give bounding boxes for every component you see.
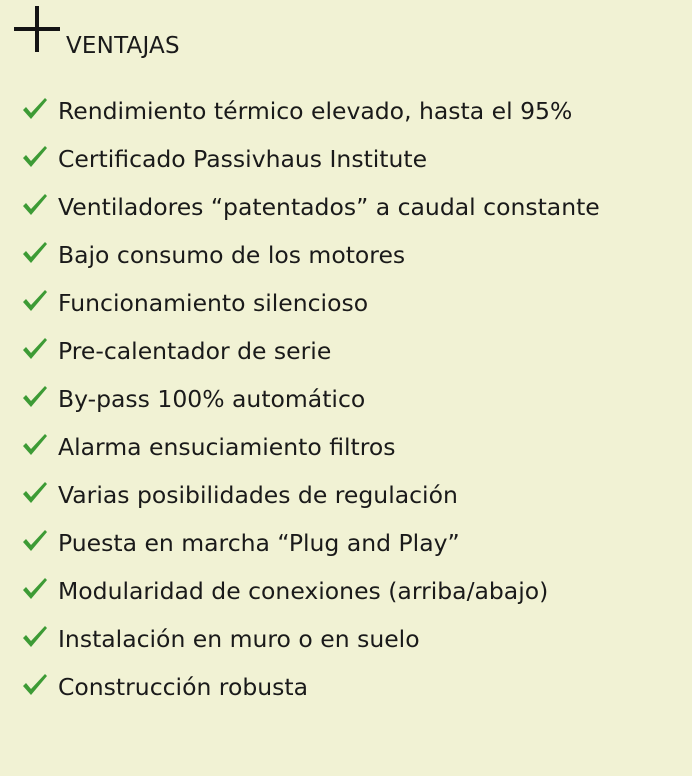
feature-label: Funcionamiento silencioso: [58, 289, 369, 318]
checkmark-icon: [22, 193, 48, 217]
checkmark-icon: [22, 289, 48, 313]
feature-label: Pre-calentador de serie: [58, 337, 332, 366]
features-list: [22, 88, 600, 712]
section-header: [14, 6, 180, 60]
list-item: [22, 424, 600, 472]
checkmark-icon: [22, 625, 48, 649]
list-item: [22, 376, 600, 424]
list-item: [22, 136, 600, 184]
feature-label: Instalación en muro o en suelo: [58, 625, 420, 654]
list-item: [22, 520, 600, 568]
list-item: [22, 184, 600, 232]
checkmark-icon: [22, 481, 48, 505]
checkmark-icon: [22, 241, 48, 265]
feature-label: Rendimiento térmico elevado, hasta el 95%: [58, 97, 573, 126]
checkmark-icon: [22, 337, 48, 361]
list-item: [22, 568, 600, 616]
feature-label: Modularidad de conexiones (arriba/abajo): [58, 577, 549, 606]
feature-label: Construcción robusta: [58, 673, 308, 702]
feature-label: Alarma ensuciamiento filtros: [58, 433, 396, 462]
checkmark-icon: [22, 145, 48, 169]
checkmark-icon: [22, 385, 48, 409]
feature-label: Puesta en marcha “Plug and Play”: [58, 529, 460, 558]
list-item: [22, 664, 600, 712]
feature-label: By-pass 100% automático: [58, 385, 366, 414]
feature-label: Varias posibilidades de regulación: [58, 481, 458, 510]
checkmark-icon: [22, 433, 48, 457]
checkmark-icon: [22, 529, 48, 553]
checkmark-icon: [22, 577, 48, 601]
list-item: [22, 88, 600, 136]
feature-label: Certificado Passivhaus Institute: [58, 145, 428, 174]
feature-label: Bajo consumo de los motores: [58, 241, 406, 270]
checkmark-icon: [22, 673, 48, 697]
list-item: [22, 616, 600, 664]
list-item: [22, 280, 600, 328]
list-item: [22, 328, 600, 376]
section-title: VENTAJAS: [66, 33, 180, 59]
checkmark-icon: [22, 97, 48, 121]
list-item: [22, 472, 600, 520]
plus-icon: [14, 6, 60, 52]
feature-label: Ventiladores “patentados” a caudal constante: [58, 193, 600, 222]
list-item: [22, 232, 600, 280]
